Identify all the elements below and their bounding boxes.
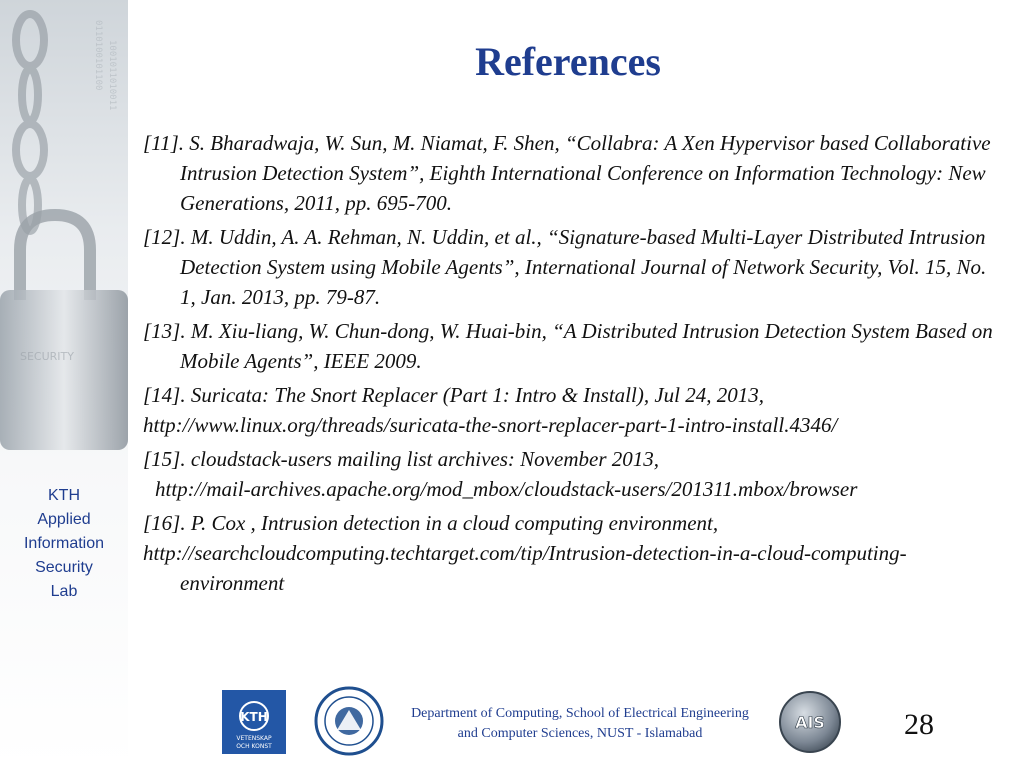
kth-logo-subtext: OCH KONST	[236, 743, 272, 750]
reference-item	[143, 222, 1005, 312]
reference-text: [15]. cloudstack-users mailing list archives: November 2013,	[143, 447, 659, 471]
reference-list	[143, 128, 1005, 602]
reference-item	[143, 128, 1005, 218]
reference-url[interactable]: http://www.linux.org/threads/suricata-the-snort-replacer-part-1-intro-install.4346/	[143, 413, 838, 437]
padlock-chain-icon	[0, 0, 128, 480]
svg-text:0110100101100: 0110100101100	[93, 20, 103, 91]
nust-logo	[314, 686, 384, 756]
svg-text:1001011010011: 1001011010011	[107, 40, 117, 111]
side-caption-line: Information	[23, 535, 105, 552]
ais-logo	[778, 690, 842, 754]
kth-logo	[222, 690, 286, 754]
reference-text: [12]. M. Uddin, A. A. Rehman, N. Uddin, et al., “Signature-based Multi-Layer Distributed Intrusion Detection System using Mobile Agents”, International Journal of Network Security, Vol. 15, No. 1, Jan. 2013, pp. 79-87.	[143, 225, 987, 309]
reference-url[interactable]: http://searchcloudcomputing.techtarget.com/tip/Intrusion-detection-in-a-cloud-computing-environment	[143, 541, 907, 595]
side-caption-line: Security	[35, 559, 93, 576]
reference-item	[143, 316, 1005, 376]
reference-item	[143, 508, 1005, 598]
kth-logo-text: KTH	[240, 710, 268, 724]
reference-text: [16]. P. Cox , Intrusion detection in a cloud computing environment,	[143, 511, 719, 535]
reference-url[interactable]: http://mail-archives.apache.org/mod_mbox/cloudstack-users/201311.mbox/browser	[155, 477, 858, 501]
svg-text:SECURITY: SECURITY	[20, 350, 74, 363]
reference-text: [13]. M. Xiu-liang, W. Chun-dong, W. Huai-bin, “A Distributed Intrusion Detection System Based on Mobile Agents”, IEEE 2009.	[143, 319, 993, 373]
side-caption	[0, 484, 128, 604]
reference-text: [14]. Suricata: The Snort Replacer (Part 1: Intro & Install), Jul 24, 2013,	[143, 383, 764, 407]
reference-item	[143, 444, 1005, 504]
reference-item	[143, 380, 1005, 440]
reference-text: [11]. S. Bharadwaja, W. Sun, M. Niamat, F. Shen, “Collabra: A Xen Hypervisor based Collaborative Intrusion Detection System”, Eighth International Conference on Information Technology: New Generations, 2011, pp. 695-700.	[143, 131, 991, 215]
department-footer: Department of Computing, School of Electrical Engineering and Computer Sciences, NUST - Islamabad	[411, 706, 749, 741]
side-caption-line: Applied	[37, 511, 91, 528]
side-panel	[0, 0, 128, 768]
kth-logo-subtext: VETENSKAP	[236, 735, 272, 742]
side-caption-line: KTH	[48, 487, 80, 504]
slide-title: References	[475, 39, 661, 84]
ais-logo-text: AIS	[795, 713, 825, 732]
side-caption-line: Lab	[50, 583, 78, 600]
page-number: 28	[904, 708, 934, 741]
